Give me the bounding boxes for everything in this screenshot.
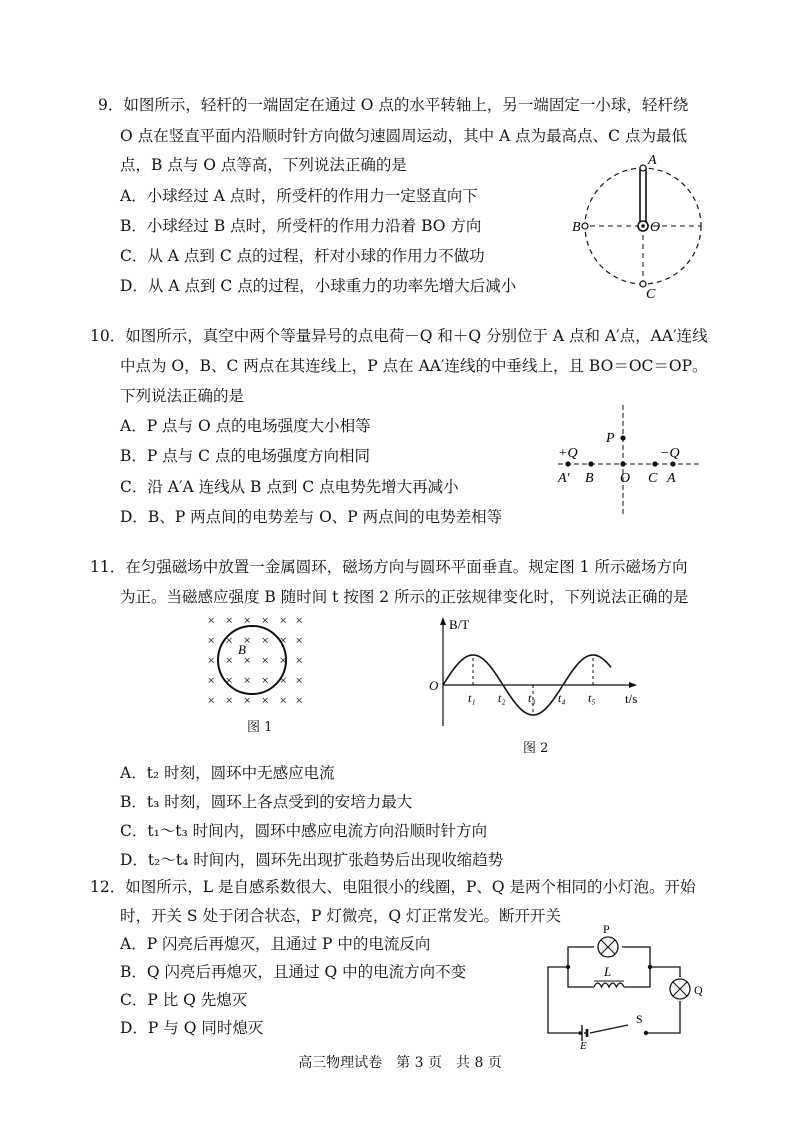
- q12-label-q: Q: [694, 983, 703, 997]
- q11-fig1-caption: 图 1: [247, 720, 273, 735]
- q10-option-c: C．沿 A′A 连线从 B 点到 C 点电势先增大再减小: [120, 478, 459, 496]
- q10-point-a-prime: [565, 461, 570, 466]
- field-cross: ×: [243, 632, 251, 648]
- q9-option-d: D．从 A 点到 C 点的过程，小球重力的功率先增大后减小: [120, 277, 517, 295]
- field-cross: ×: [207, 612, 215, 628]
- q11-figure-1-magnetic-field: [200, 608, 310, 718]
- q10-label-minus-q: −Q: [660, 446, 680, 461]
- field-cross: ×: [225, 672, 233, 688]
- q11-x-axis-arrow: [629, 682, 637, 688]
- field-cross: ×: [243, 672, 251, 688]
- q11-y-axis-arrow: [440, 617, 446, 625]
- field-cross: ×: [295, 632, 303, 648]
- q12-label-s: S: [636, 1012, 643, 1026]
- q9-label-o: O: [650, 220, 661, 235]
- field-cross: ×: [261, 612, 269, 628]
- q12-switch-contact: [644, 1031, 648, 1035]
- q10-point-c: [652, 461, 657, 466]
- q11-line-2: 为正。当磁感应强度 B 随时间 t 按图 2 所示的正弦规律变化时，下列说法正确的是: [120, 588, 689, 606]
- q11-tick-label: t₃: [528, 691, 536, 705]
- q9-circle-figure: [570, 150, 720, 300]
- q12-circuit-figure: [540, 925, 710, 1050]
- q9-ball-a: [640, 165, 646, 171]
- q12-wire-to-q: [650, 967, 680, 977]
- field-cross: ×: [243, 692, 251, 708]
- field-cross: ×: [279, 612, 287, 628]
- q12-option-d: D．P 与 Q 同时熄灭: [120, 1019, 264, 1037]
- field-cross: ×: [225, 652, 233, 668]
- field-cross: ×: [295, 612, 303, 628]
- field-cross: ×: [295, 672, 303, 688]
- field-cross: ×: [207, 632, 215, 648]
- field-cross: ×: [261, 652, 269, 668]
- q10-label-c: C: [648, 471, 658, 486]
- q11-figure-2-sine-chart: [425, 613, 650, 733]
- q10-label-a-prime: A′: [558, 471, 570, 486]
- q11-option-c: C．t₁～t₃ 时间内，圆环中感应电流方向沿顺时针方向: [120, 822, 488, 840]
- q12-label-p: P: [603, 925, 610, 936]
- field-cross: ×: [243, 612, 251, 628]
- q11-x-axis-label: t/s: [625, 691, 638, 706]
- q11-tick-label: t₂: [498, 691, 506, 705]
- q12-option-a: A．P 闪亮后再熄灭，且通过 P 中的电流反向: [120, 935, 431, 953]
- field-cross: ×: [279, 672, 287, 688]
- q10-point-o: [620, 461, 625, 466]
- q9-option-c: C．从 A 点到 C 点的过程，杆对小球的作用力不做功: [120, 247, 485, 265]
- q10-option-d: D．B、P 两点间的电势差与 O、P 两点间的电势差相等: [120, 508, 503, 526]
- q12-line-1: 12．如图所示，L 是自感系数很大、电阻很小的线圈，P、Q 是两个相同的小灯泡。开始: [90, 878, 696, 896]
- q9-line-2: O 点在竖直平面内沿顺时针方向做匀速圆周运动，其中 A 点为最高点、C 点为最低: [120, 127, 687, 145]
- q9-axle-dot: [641, 224, 645, 228]
- q10-option-b: B．P 点与 C 点的电场强度方向相同: [120, 447, 370, 465]
- field-cross: ×: [261, 632, 269, 648]
- q10-line-1: 10．如图所示，真空中两个等量异号的点电荷－Q 和＋Q 分别位于 A 点和 A′点，AA′连线: [90, 327, 708, 345]
- q12-option-b: B．Q 闪亮后再熄灭，且通过 Q 中的电流方向不变: [120, 963, 467, 981]
- q10-option-a: A．P 点与 O 点的电场强度大小相等: [120, 417, 371, 435]
- q9-line-3: 点，B 点与 O 点等高，下列说法正确的是: [120, 156, 407, 174]
- q10-point-a: [670, 461, 675, 466]
- q12-wire-left-loop: [548, 967, 578, 1033]
- q12-wire-right-down: [646, 1001, 680, 1033]
- q11-origin-label: O: [429, 678, 439, 693]
- q12-wire-mid-left: [568, 967, 594, 987]
- q10-line-2: 中点为 O，B、C 两点在其连线上，P 点在 AA′连线的中垂线上，且 BO＝OC＝OP。: [120, 357, 708, 375]
- page-footer: 高三物理试卷 第 3 页 共 8 页: [298, 1055, 502, 1071]
- q12-wire-mid-right: [624, 967, 650, 987]
- q11-line-1: 11．在匀强磁场中放置一金属圆环，磁场方向与圆环平面垂直。规定图 1 所示磁场方向: [90, 558, 688, 576]
- q9-label-a: A: [648, 153, 657, 168]
- q9-rod: [640, 168, 646, 226]
- q12-battery-node: [578, 1031, 582, 1035]
- q10-label-a: A: [667, 471, 676, 486]
- q12-option-c: C．P 比 Q 先熄灭: [120, 991, 248, 1009]
- q11-option-b: B．t₃ 时刻，圆环上各点受到的安培力最大: [120, 793, 413, 811]
- q9-point-b: [582, 223, 588, 229]
- q12-node-right: [648, 965, 652, 969]
- field-cross: ×: [207, 672, 215, 688]
- field-cross: ×: [279, 652, 287, 668]
- q12-label-l: L: [604, 964, 612, 979]
- q11-tick-labels: [468, 691, 596, 705]
- field-cross: ×: [225, 612, 233, 628]
- q12-node-left: [566, 965, 570, 969]
- field-cross: ×: [243, 652, 251, 668]
- q12-wire-top-right: [622, 947, 650, 967]
- q11-fig2-caption: 图 2: [523, 741, 549, 756]
- q10-line-3: 下列说法正确的是: [120, 387, 245, 405]
- q12-line-2: 时，开关 S 处于闭合状态，P 灯微亮，Q 灯正常发光。断开开关: [120, 907, 561, 925]
- q10-label-b: B: [585, 471, 594, 486]
- q10-charges-figure: [548, 400, 708, 520]
- q11-y-axis-label: B/T: [449, 617, 470, 632]
- q9-option-a: A．小球经过 A 点时，所受杆的作用力一定竖直向下: [120, 187, 478, 205]
- field-cross: ×: [295, 652, 303, 668]
- q10-label-plus-q: +Q: [558, 446, 578, 461]
- field-cross: ×: [225, 692, 233, 708]
- q10-label-o: O: [620, 471, 631, 486]
- q10-point-p: [620, 435, 625, 440]
- q10-point-b: [588, 461, 593, 466]
- q11-fig1-label-b: B: [238, 642, 246, 657]
- q12-coil-l: [594, 983, 624, 987]
- q12-label-e: E: [580, 1040, 587, 1050]
- q11-tick-label: t₄: [558, 691, 566, 705]
- field-cross: ×: [207, 652, 215, 668]
- q12-switch-blade: [590, 1025, 628, 1033]
- q10-label-p: P: [606, 431, 615, 446]
- field-cross: ×: [279, 632, 287, 648]
- field-cross: ×: [295, 692, 303, 708]
- q11-tick-label: t₅: [588, 691, 596, 705]
- q9-line-1: 9．如图所示，轻杆的一端固定在通过 O 点的水平转轴上，另一端固定一小球，轻杆绕: [98, 96, 689, 114]
- q11-option-d: D．t₂～t₄ 时间内，圆环先出现扩张趋势后出现收缩趋势: [120, 851, 504, 869]
- field-cross: ×: [207, 692, 215, 708]
- q11-option-a: A．t₂ 时刻，圆环中无感应电流: [120, 764, 335, 782]
- q11-tick-label: t₁: [468, 691, 476, 705]
- q9-label-b: B: [572, 220, 581, 235]
- field-cross: ×: [261, 672, 269, 688]
- field-cross: ×: [279, 692, 287, 708]
- field-cross: ×: [225, 632, 233, 648]
- field-cross: ×: [261, 692, 269, 708]
- q9-label-c: C: [646, 287, 656, 300]
- q12-wire-top-left: [568, 947, 594, 967]
- q9-option-b: B．小球经过 B 点时，所受杆的作用力沿着 BO 方向: [120, 217, 482, 235]
